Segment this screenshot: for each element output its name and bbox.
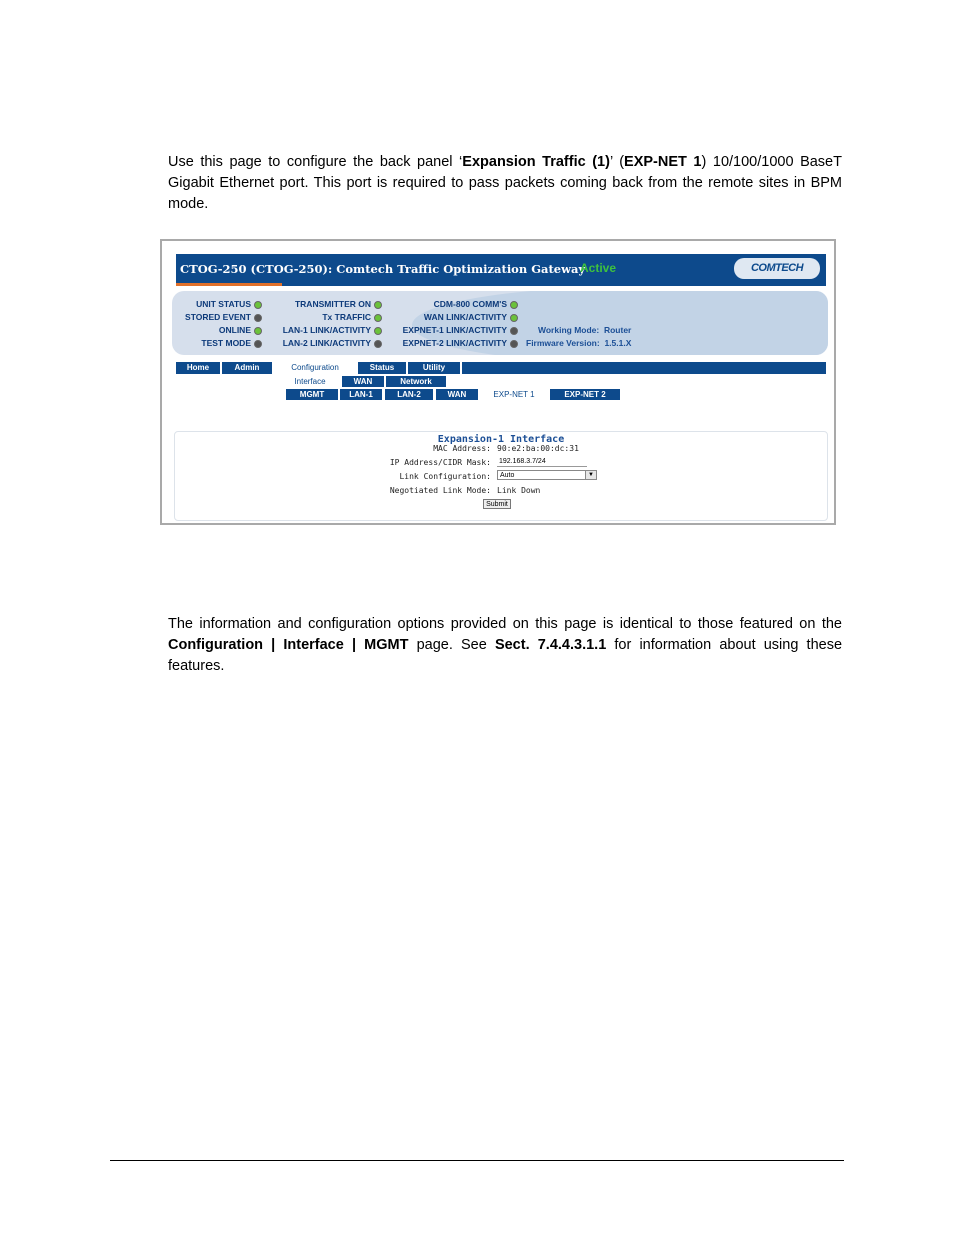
body-paragraph: The information and configuration options provided on this page is identical to those featured on the Configuration | Interface | MGMT page. See Sect. 7.4.4.3.1.1 for information about using these features. bbox=[168, 616, 843, 674]
expansion-interface-form bbox=[174, 431, 828, 521]
subsubtab-expnet2[interactable]: EXP-NET 2 bbox=[550, 389, 620, 400]
status-transmitter-on: TRANSMITTER ON bbox=[295, 299, 382, 309]
tab-home[interactable]: Home bbox=[176, 362, 222, 374]
subsubtab-lan1[interactable]: LAN-1 bbox=[340, 389, 382, 400]
ip-address-input[interactable] bbox=[497, 456, 587, 467]
mac-value: 90:e2:ba:00:dc:31 bbox=[497, 444, 579, 453]
tab-configuration[interactable]: Configuration bbox=[274, 362, 358, 374]
status-tx-traffic: Tx TRAFFIC bbox=[322, 312, 382, 322]
led-dark-icon bbox=[374, 340, 382, 348]
status-cdm800-comms: CDM-800 COMM'S bbox=[434, 299, 518, 309]
header-stripe bbox=[176, 283, 826, 286]
form-title: Expansion-1 Interface bbox=[437, 434, 565, 445]
led-dark-icon bbox=[510, 327, 518, 335]
status-lan1-link: LAN-1 LINK/ACTIVITY bbox=[283, 325, 382, 335]
negotiated-label: Negotiated Link Mode: bbox=[389, 486, 491, 495]
led-green-icon bbox=[254, 301, 262, 309]
status-lan2-link: LAN-2 LINK/ACTIVITY bbox=[283, 338, 382, 348]
led-green-icon bbox=[374, 301, 382, 309]
status-panel bbox=[172, 291, 828, 355]
subsubtab-lan2[interactable]: LAN-2 bbox=[385, 389, 433, 400]
tab-utility[interactable]: Utility bbox=[408, 362, 462, 374]
status-online: ONLINE bbox=[219, 325, 262, 335]
chevron-down-icon: ▼ bbox=[585, 471, 596, 479]
led-green-icon bbox=[254, 327, 262, 335]
subsubtab-mgmt[interactable]: MGMT bbox=[286, 389, 338, 400]
led-green-icon bbox=[374, 314, 382, 322]
link-config-label: Link Configuration: bbox=[399, 472, 491, 481]
status-expnet1-link: EXPNET-1 LINK/ACTIVITY bbox=[403, 325, 518, 335]
led-dark-icon bbox=[254, 340, 262, 348]
ip-label: IP Address/CIDR Mask: bbox=[389, 458, 491, 467]
status-unit-status: UNIT STATUS bbox=[196, 299, 262, 309]
led-dark-icon bbox=[254, 314, 262, 322]
status-wan-link: WAN LINK/ACTIVITY bbox=[424, 312, 518, 322]
led-green-icon bbox=[510, 314, 518, 322]
footer-rule bbox=[110, 1160, 844, 1161]
negotiated-value: Link Down bbox=[497, 486, 541, 495]
subtab-wan[interactable]: WAN bbox=[342, 376, 384, 387]
tab-status[interactable]: Status bbox=[358, 362, 408, 374]
status-expnet2-link: EXPNET-2 LINK/ACTIVITY bbox=[403, 338, 518, 348]
active-state: Active bbox=[580, 261, 617, 275]
status-test-mode: TEST MODE bbox=[201, 338, 262, 348]
subtab-network[interactable]: Network bbox=[386, 376, 446, 387]
subtab-interface[interactable]: Interface bbox=[282, 376, 338, 387]
led-dark-icon bbox=[510, 340, 518, 348]
screenshot-figure bbox=[160, 239, 836, 525]
comtech-logo: COMTECH bbox=[734, 258, 820, 279]
tab-admin[interactable]: Admin bbox=[222, 362, 274, 374]
subsubtab-wan[interactable]: WAN bbox=[436, 389, 478, 400]
app-header bbox=[176, 254, 826, 283]
main-nav bbox=[176, 362, 826, 374]
led-green-icon bbox=[374, 327, 382, 335]
link-config-select[interactable]: Auto ▼ bbox=[497, 470, 597, 480]
submit-button[interactable]: Submit bbox=[483, 499, 511, 509]
status-stored-event: STORED EVENT bbox=[185, 312, 262, 322]
intro-paragraph: Use this page to configure the back panel ‘Expansion Traffic (1)’ (EXP-NET 1) 10/100/1000 BaseT Gigabit Ethernet port. This port is required to pass packets coming back from the remote sites in BPM mode. bbox=[168, 154, 842, 212]
led-green-icon bbox=[510, 301, 518, 309]
working-mode: Working Mode: Router bbox=[538, 325, 632, 335]
mac-label: MAC Address: bbox=[433, 444, 491, 453]
app-title: CTOG-250 (CTOG-250): Comtech Traffic Optimization Gateway bbox=[180, 262, 586, 276]
subsubtab-expnet1[interactable]: EXP-NET 1 bbox=[482, 389, 546, 400]
firmware-version: Firmware Version: 1.5.1.X bbox=[526, 338, 632, 348]
